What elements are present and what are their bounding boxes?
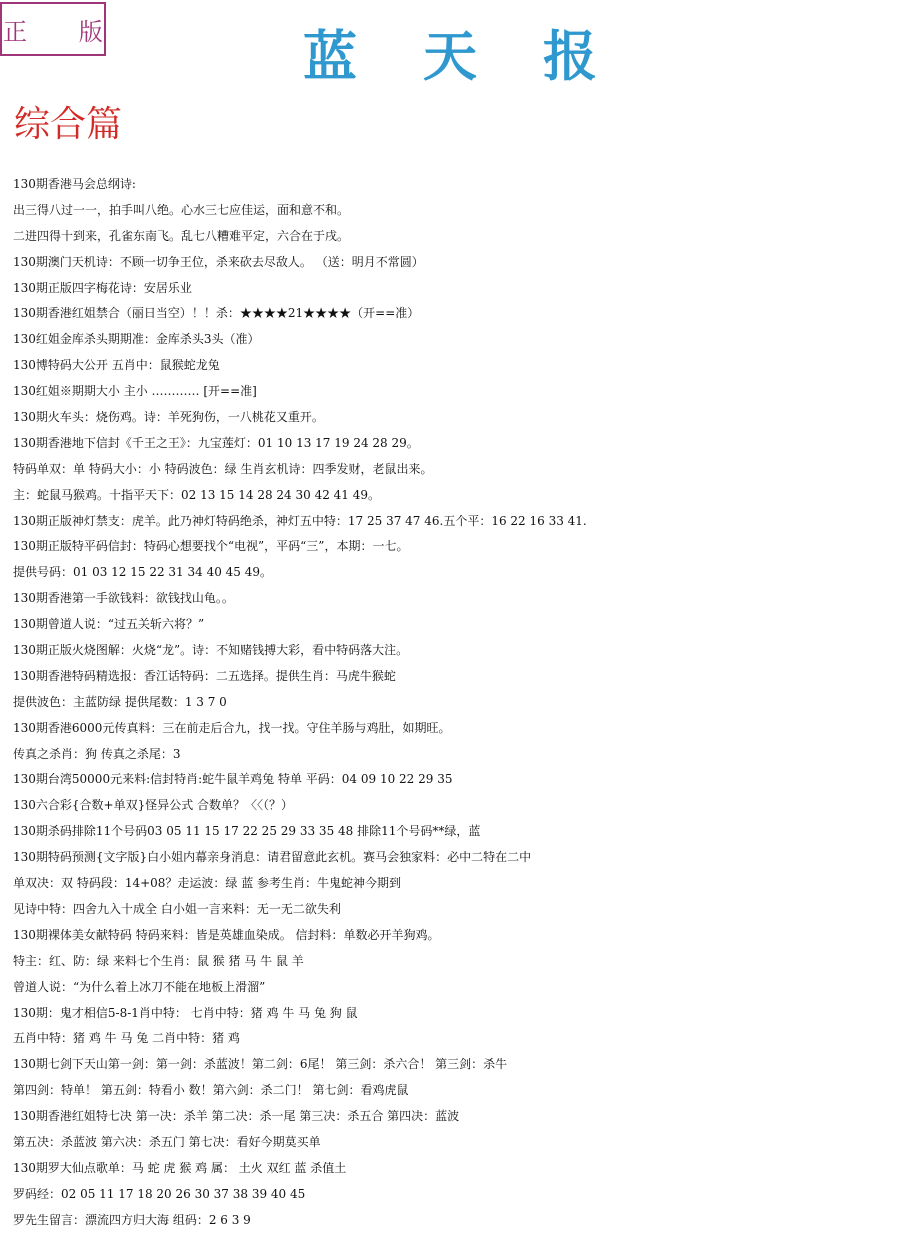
text-line: 130期罗大仙点歌单：马 蛇 虎 猴 鸡 属： 土火 双红 蓝 杀值土	[13, 1160, 347, 1175]
text-line: 130期：鬼才相信5-8-1肖中特： 七肖中特：猪 鸡 牛 马 兔 狗 鼠	[13, 1005, 358, 1020]
text-line: 传真之杀肖：狗 传真之杀尾：3	[13, 746, 181, 761]
text-line: 二进四得十到来，孔雀东南飞。乱七八糟难平定，六合在于戌。	[13, 228, 350, 243]
text-line: 130期香港6000元传真料：三在前走后合九，找一找。守住羊肠与鸡肚，如期旺。	[13, 720, 451, 735]
text-line: 第五决：杀蓝波 第六决：杀五门 第七决：看好今期莫买单	[13, 1134, 321, 1149]
text-line: 130期曾道人说：“过五关斩六将？”	[13, 617, 205, 632]
text-line: 130期澳门天机诗：不顾一切争王位，杀来砍去尽敌人。 （送：明月不常圆）	[13, 254, 424, 269]
text-line: 出三得八过一一，拍手叫八绝。心水三七应佳运，面和意不和。	[13, 202, 350, 217]
text-line: 曾道人说：“为什么着上冰刀不能在地板上滑溜”	[13, 979, 266, 994]
text-line: 130期正版神灯禁支：虎羊。此乃神灯特码绝杀，神灯五中特：17 25 37 47 46.五个平：16 22 16 33 41.	[13, 513, 587, 528]
text-line: 130期火车头：烧伤鸡。诗：羊死狗伤，一八桃花又重开。	[13, 410, 324, 425]
text-line: 130期正版特平码信封：特码心想要找个“电视”，平码“三”，本期：一七。	[13, 539, 409, 554]
newspaper-title: 蓝天报	[303, 25, 663, 88]
text-line: 130期香港马会总纲诗:	[13, 177, 136, 191]
text-line: 单双决：双 特码段：14+08？走运波：绿 蓝 参考生肖：牛鬼蛇神今期到	[13, 876, 402, 891]
text-line: 130期香港第一手欲钱料：欲钱找山龟。。	[13, 591, 234, 606]
text-line: 提供波色：主蓝防绿 提供尾数：1 3 7 0	[13, 694, 227, 709]
text-line: 130红姐※期期大小 主小 ………… [开==准]	[13, 384, 257, 399]
text-line: 130期七剑下天山第一剑：第一剑：杀蓝波！第二剑：6尾！ 第三剑：杀六合！ 第三剑：杀牛	[13, 1057, 508, 1072]
text-line: 130期香港特码精选报：香江话特码：二五选择。提供生肖：马虎牛猴蛇	[13, 668, 396, 683]
text-line: 见诗中特：四舍九入十成全 白小姐一言来料：无一无二欲失利	[13, 901, 341, 916]
text-line: 130期正版火烧图解：火烧“龙”。诗：不知赌钱搏大彩，看中特码落大注。	[13, 643, 409, 658]
text-line: 130六合彩{合数+单双}怪异公式 合数单？〈〈（？）	[13, 798, 294, 813]
text-line: 提供号码：01 03 12 15 22 31 34 40 45 49。	[13, 565, 273, 580]
text-line: 130期台湾50000元来料:信封特肖:蛇牛鼠羊鸡兔 特单 平码：04 09 10 22 29 35	[13, 772, 453, 787]
text-line: 130期香港红姐特七决 第一决：杀羊 第二决：杀一尾 第三决：杀五合 第四决：蓝波	[13, 1109, 460, 1124]
text-line: 罗先生留言：漂流四方归大海 组码：2 6 3 9	[13, 1212, 251, 1227]
text-line: 130期特码预测{文字版}白小姐内幕亲身消息：请君留意此玄机。赛马会独家料：必中二特在二中	[13, 850, 532, 865]
text-line: 130期裸体美女献特码 特码来料：皆是英雄血染成。 信封料：单数必开羊狗鸡。	[13, 927, 440, 942]
text-line: 130期正版四字梅花诗：安居乐业	[13, 280, 192, 295]
edition-badge-label: 正 版	[3, 17, 125, 46]
text-line: 主：蛇鼠马猴鸡。十指平天下：02 13 15 14 28 24 30 42 41 49。	[13, 487, 381, 502]
text-line: 130期杀码排除11个号码03 05 11 15 17 22 25 29 33 35 48 排除11个号码**绿，蓝	[13, 824, 481, 839]
text-line: 五肖中特：猪 鸡 牛 马 兔 二肖中特：猪 鸡	[13, 1031, 240, 1046]
text-line: 130期香港红姐禁合（丽日当空）！！杀：★★★★21★★★★（开==准）	[13, 306, 420, 321]
section-heading: 综合篇	[14, 104, 123, 145]
text-line: 130红姐金库杀头期期准：金库杀头3头（准）	[13, 332, 260, 347]
text-line: 罗码经：02 05 11 17 18 20 26 30 37 38 39 40 45	[13, 1186, 306, 1201]
text-line: 130博特码大公开 五肖中：鼠猴蛇龙兔	[13, 358, 220, 373]
text-line: 130期香港地下信封《千王之王》：九宝莲灯：01 10 13 17 19 24 28 29。	[13, 435, 419, 450]
text-line: 特主：红、防：绿 来料七个生肖：鼠 猴 猪 马 牛 鼠 羊	[13, 953, 304, 968]
article-body	[13, 172, 900, 1234]
text-line: 特码单双：单 特码大小：小 特码波色：绿 生肖玄机诗：四季发财，老鼠出来。	[13, 461, 433, 476]
text-line: 第四剑：特单！ 第五剑：特看小 数！第六剑：杀二门！ 第七剑：看鸡虎鼠	[13, 1083, 409, 1098]
